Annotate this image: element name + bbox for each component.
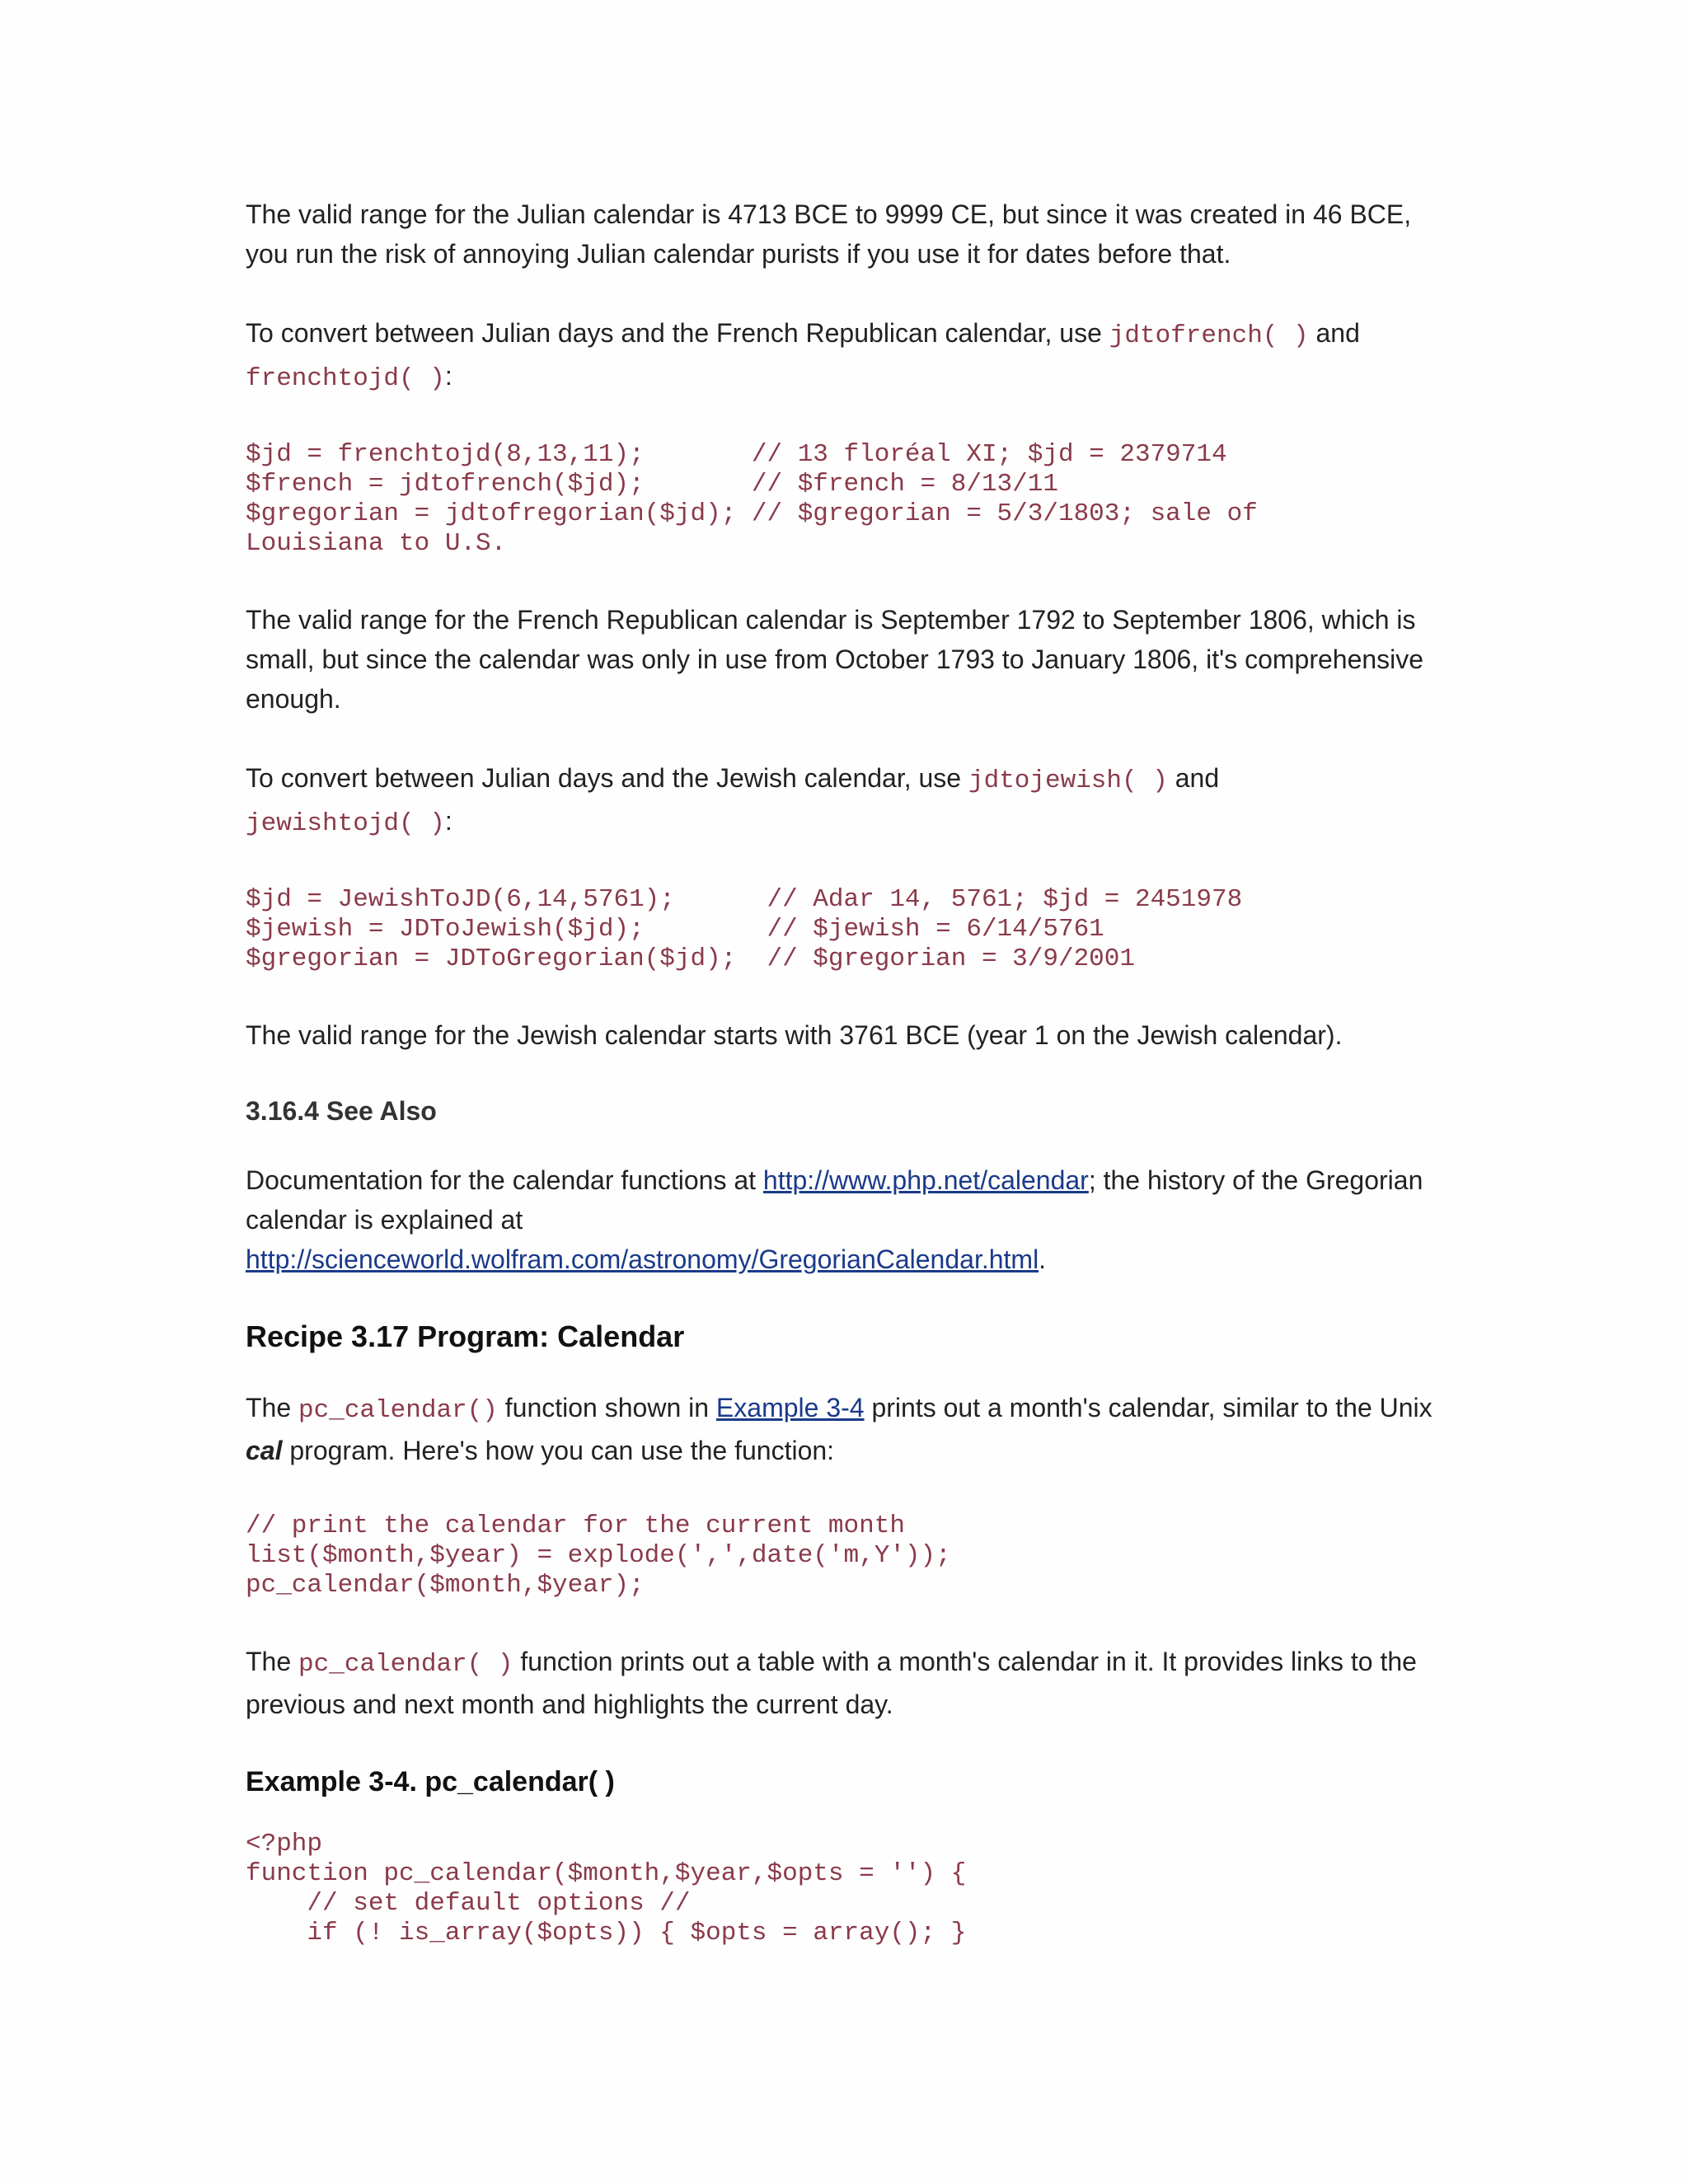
- php-calendar-link[interactable]: http://www.php.net/calendar: [762, 1165, 1089, 1195]
- french-range-paragraph: The valid range for the French Republican calendar is September 1792 to September 1806, which is small, but since the calendar was only in use from October 1793 to January 1806, it's comprehensive enough.: [246, 605, 1424, 714]
- document-page: [246, 194, 1449, 1948]
- jewish-intro-prefix: To convert between Julian days and the Jewish calendar, use: [246, 763, 968, 793]
- french-code-block: $jd = frenchtojd(8,13,11); // 13 floréal XI; $jd = 2379714 $french = jdtofrench($jd); // $french = 8/13/11 $gregorian = jdtofregorian($jd); // $gregorian = 5/3/1803; sale of Louisiana to U.S.: [246, 440, 1258, 558]
- cal-program-name: cal: [246, 1436, 283, 1465]
- fn-pc-calendar: pc_calendar(): [298, 1396, 498, 1425]
- recipe-intro-c: prints out a month's calendar, similar to the Unix: [864, 1393, 1432, 1422]
- see-also-prefix: Documentation for the calendar functions at: [246, 1165, 763, 1195]
- recipe-intro-paragraph: [246, 1388, 1449, 1470]
- example-3-4-link[interactable]: Example 3-4: [715, 1393, 865, 1422]
- usage-code-block: // print the calendar for the current month list($month,$year) = explode(',',date('m,Y')); pc_calendar($month,$year);: [246, 1511, 951, 1600]
- example-heading: Example 3-4. pc_calendar( ): [246, 1766, 615, 1797]
- fn-jdtofrench: jdtofrench( ): [1109, 321, 1309, 350]
- recipe-intro-a: The: [246, 1393, 299, 1422]
- jewish-intro-mid: and: [1167, 763, 1220, 793]
- jewish-range-paragraph: The valid range for the Jewish calendar starts with 3761 BCE (year 1 on the Jewish calendar).: [246, 1020, 1343, 1050]
- french-intro-prefix: To convert between Julian days and the French Republican calendar, use: [246, 318, 1109, 348]
- fn-pc-calendar-2: pc_calendar( ): [298, 1650, 513, 1679]
- recipe-heading: Recipe 3.17 Program: Calendar: [246, 1319, 685, 1353]
- jewish-intro-suffix: :: [444, 806, 452, 836]
- see-also-suffix: .: [1039, 1244, 1047, 1274]
- french-intro-paragraph: [246, 313, 1449, 399]
- gregorian-calendar-link[interactable]: http://scienceworld.wolfram.com/astronomy/GregorianCalendar.html: [246, 1244, 1039, 1274]
- jewish-intro-paragraph: [246, 758, 1449, 844]
- fn-jewishtojd: jewishtojd( ): [246, 809, 445, 838]
- recipe-desc-b: function prints out a table with a month's calendar in it. It provides links to the previous and next month and highlights the current day.: [246, 1647, 1417, 1719]
- recipe-intro-d: program. Here's how you can use the function:: [282, 1436, 835, 1465]
- recipe-intro-b: function shown in: [497, 1393, 716, 1422]
- fn-frenchtojd: frenchtojd( ): [246, 364, 445, 393]
- french-intro-mid: and: [1308, 318, 1360, 348]
- recipe-description-paragraph: [246, 1642, 1449, 1724]
- french-intro-suffix: :: [444, 361, 452, 391]
- recipe-desc-a: The: [246, 1647, 299, 1676]
- julian-range-paragraph: The valid range for the Julian calendar is 4713 BCE to 9999 CE, but since it was created in 46 BCE, you run the risk of annoying Julian calendar purists if you use it for dates before that.: [246, 199, 1412, 269]
- see-also-paragraph: [246, 1160, 1449, 1279]
- jewish-code-block: $jd = JewishToJD(6,14,5761); // Adar 14, 5761; $jd = 2451978 $jewish = JDToJewish($jd); // $jewish = 6/14/5761 $gregorian = JDToGregorian($jd); // $gregorian = 3/9/2001: [246, 885, 1243, 973]
- example-code-block: <?php function pc_calendar($month,$year,$opts = '') { // set default options // if (! is_array($opts)) { $opts = array(); }: [246, 1830, 967, 1947]
- fn-jdtojewish: jdtojewish( ): [968, 766, 1168, 795]
- see-also-heading: 3.16.4 See Also: [246, 1096, 437, 1126]
- see-also-mid: ; the history of the Gregorian calendar is explained at: [246, 1165, 1423, 1235]
